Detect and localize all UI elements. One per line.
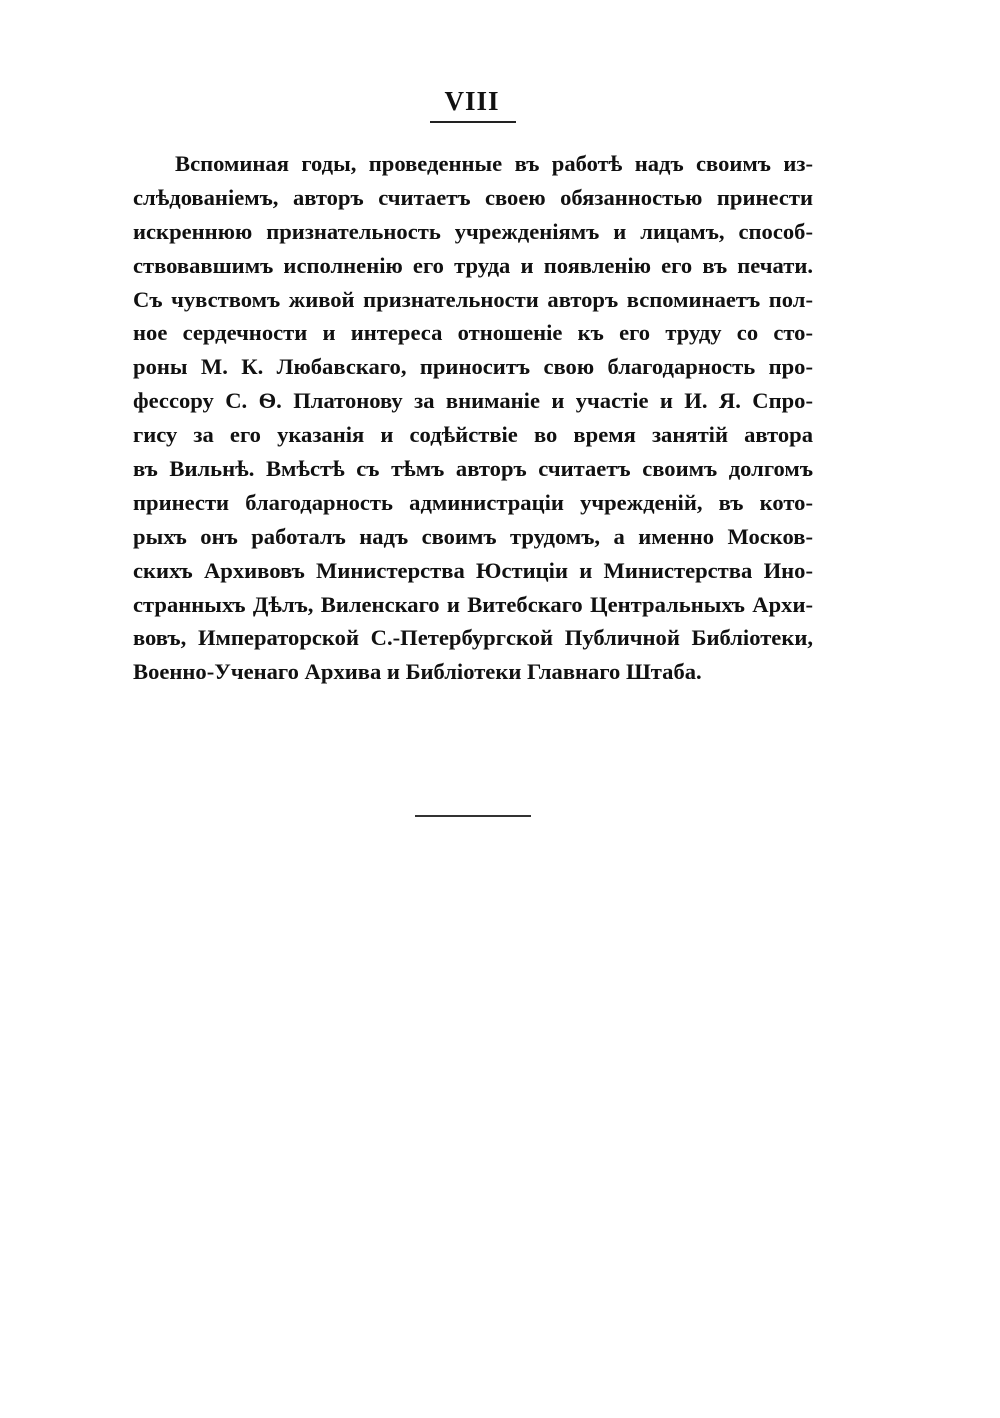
paragraph-line-10: въ Вильнѣ. Вмѣстѣ съ тѣмъ авторъ считаетъ своимъ долгомъ: [133, 456, 813, 482]
paragraph-line-13: скихъ Архивовъ Министерства Юстиціи и Министерства Ино-: [133, 557, 813, 583]
paragraph-line-4: ствовавшимъ исполненію его труда и появленію его въ печати.: [133, 252, 813, 278]
paragraph-line-11: принести благодарность администраціи учрежденій, въ кото-: [133, 489, 813, 515]
paragraph-line-12: рыхъ онъ работалъ надъ своимъ трудомъ, а именно Москов-: [133, 523, 813, 549]
paragraph-line-9: гису за его указанія и содѣйствіе во время занятій автора: [133, 422, 813, 448]
section-end-rule: [415, 815, 531, 817]
paragraph-line-15: вовъ, Императорской С.-Петербургской Публичной Библіотеки,: [133, 625, 813, 651]
paragraph-line-7: роны М. К. Любавскаго, приноситъ свою благодарность про-: [133, 354, 813, 380]
paragraph-line-14: странныхъ Дѣлъ, Виленскаго и Витебскаго Центральныхъ Архи-: [133, 591, 813, 617]
paragraph-line-6: ное сердечности и интереса отношеніе къ его труду со сто-: [133, 320, 813, 346]
paragraph-line-3: искреннюю признательность учрежденіямъ и лицамъ, способ-: [133, 218, 813, 244]
paragraph-line-1: Вспоминая годы, проведенные въ работѣ надъ своимъ из-: [175, 151, 813, 176]
acknowledgment-paragraph: [133, 147, 813, 689]
paragraph-line-5: Съ чувствомъ живой признательности авторъ вспоминаетъ пол-: [133, 286, 813, 312]
page-number: VIII: [444, 86, 500, 116]
paragraph-line-16: Военно-Ученаго Архива и Библіотеки Главнаго Штаба.: [133, 659, 702, 685]
paragraph-line-8: фессору С. Ѳ. Платонову за вниманіе и участіе и И. Я. Спро-: [133, 388, 813, 414]
page-number-underline: [430, 121, 516, 123]
paragraph-line-2: слѣдованіемъ, авторъ считаетъ своею обязанностью принести: [133, 184, 813, 210]
